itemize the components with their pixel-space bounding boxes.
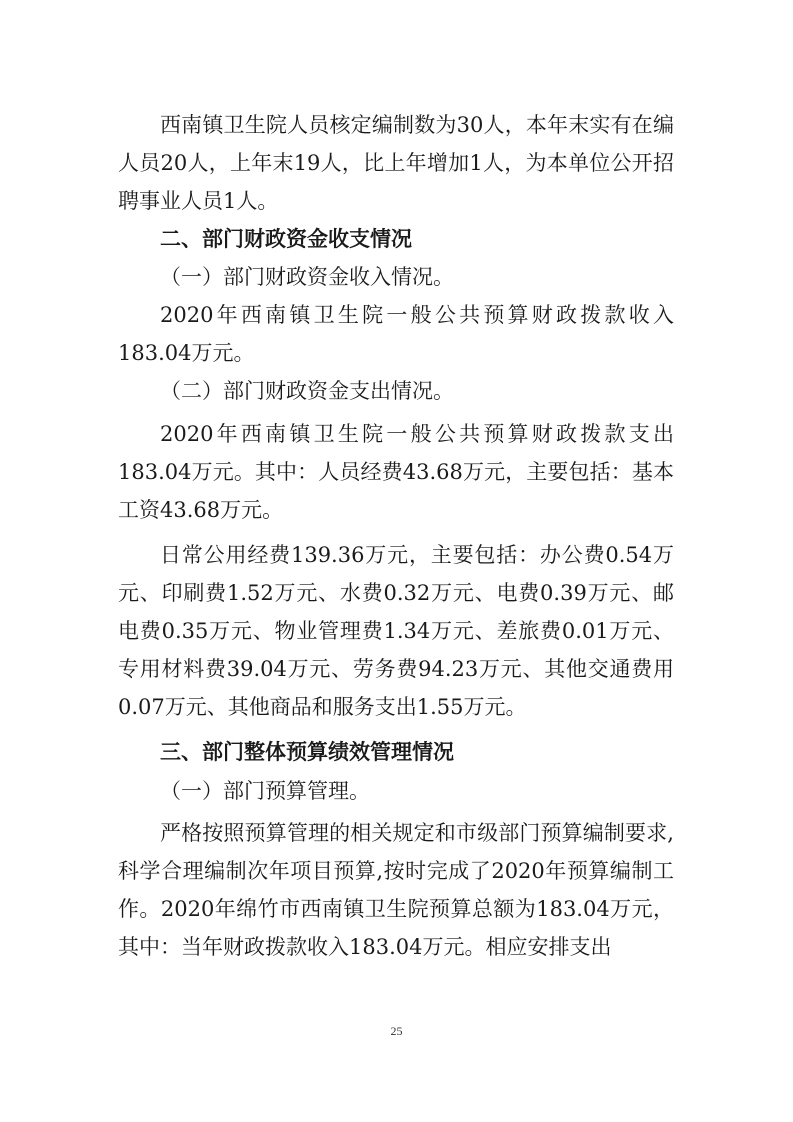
paragraph-staffing: 西南镇卫生院人员核定编制数为30人，本年末实有在编人员20人，上年末19人，比上年增加1人，为本单位公开招聘事业人员1人。 (118, 113, 674, 213)
subsection-heading-income: （一）部门财政资金收入情况。 (160, 265, 454, 289)
section-heading-3: 三、部门整体预算绩效管理情况 (160, 740, 454, 764)
paragraph-public-expenses: 日常公用经费139.36万元，主要包括：办公费0.54万元、印刷费1.52万元、水费0.32万元、电费0.39万元、邮电费0.35万元、物业管理费1.34万元、差旅费0.01万元、专用材料费39.04万元、劳务费94.23万元、其他交通费用0.07万元、其他商品和服务支出1.55万元。 (118, 543, 674, 719)
paragraph-income: 2020年西南镇卫生院一般公共预算财政拨款收入183.04万元。 (118, 303, 674, 365)
paragraph-budget-management: 严格按照预算管理的相关规定和市级部门预算编制要求,科学合理编制次年项目预算,按时完成了2020年预算编制工作。2020年绵竹市西南镇卫生院预算总额为183.04万元，其中：当年财政拨款收入183.04万元。相应安排支出 (118, 821, 674, 959)
subsection-heading-expenditure: （二）部门财政资金支出情况。 (160, 379, 454, 403)
subsection-heading-budget-management: （一）部门预算管理。 (160, 779, 370, 803)
section-heading-2: 二、部门财政资金收支情况 (160, 227, 412, 251)
paragraph-expenditure: 2020年西南镇卫生院一般公共预算财政拨款支出183.04万元。其中：人员经费43.68万元，主要包括：基本工资43.68万元。 (118, 422, 674, 522)
page-number: 25 (390, 1024, 403, 1038)
